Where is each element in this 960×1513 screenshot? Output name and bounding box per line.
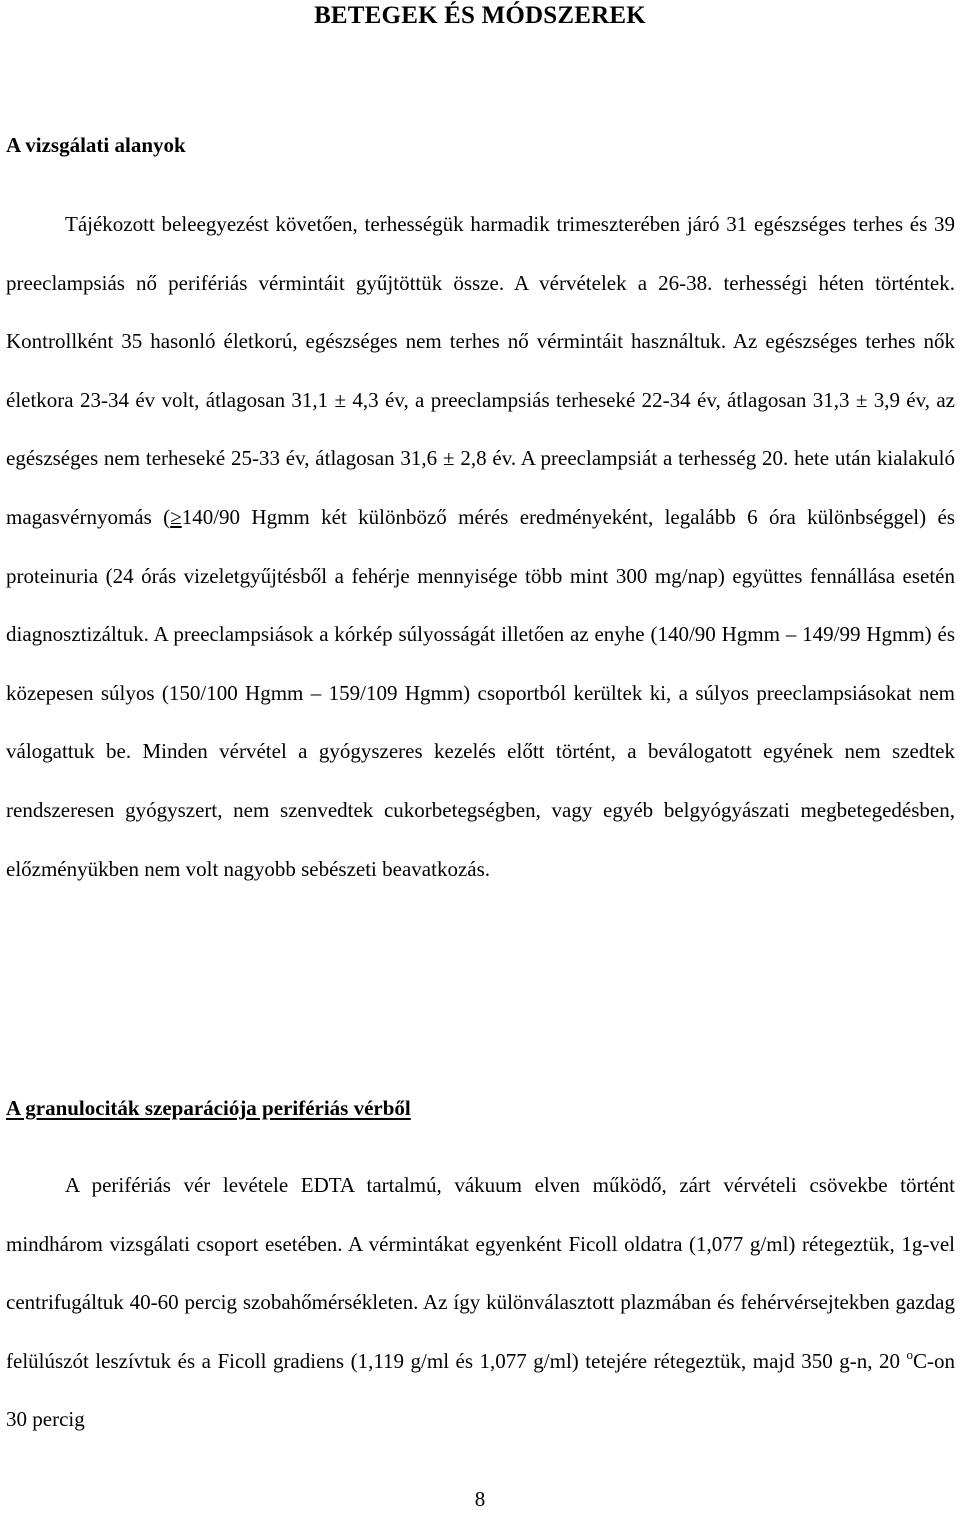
section-paragraph-subjects <box>6 195 955 898</box>
page-number: 8 <box>474 1487 486 1511</box>
paragraph-text: C-on 30 percig <box>6 1348 955 1432</box>
section-heading-subjects: A vizsgálati alanyok <box>6 133 186 157</box>
section-heading-granulocytes: A granulociták szeparációja perifériás vérből <box>6 1096 411 1120</box>
paragraph-text: 140/90 Hgmm két különböző mérés eredményeként, legalább 6 óra különbséggel) és proteinuria (24 órás vizeletgyűjtésből a fehérje mennyisége több mint 300 mg/nap) együttes fennállása esetén diagnosztizáltuk. A preeclampsiások a kórkép súlyosságát illetően az enyhe (140/90 Hgmm – 149/99 Hgmm) és közepesen súlyos (150/100 Hgmm – 159/109 Hgmm) csoportból kerültek ki, a súlyos preeclampsiásokat nem válogattuk be. Minden vérvétel a gyógyszeres kezelés előtt történt, a beválogatott egyének nem szedtek rendszeresen gyógyszert, nem szenvedtek cukorbetegségben, vagy egyéb belgyógyászati megbetegedésben, előzményükben nem volt nagyobb sebészeti beavatkozás. <box>6 504 955 881</box>
paragraph-text: Tájékozott beleegyezést követően, terhességük harmadik trimeszterében járó 31 egészséges terhes és 39 preeclampsiás nő perifériás vérmintáit gyűjtöttük össze. A vérvételek a 26-38. terhességi héten történtek. Kontrollként 35 hasonló életkorú, egészséges nem terhes nő vérmintáit használtuk. Az egészséges terhes nők életkora 23-34 év volt, átlagosan 31,1 ± 4,3 év, a preeclampsiás terheseké 22-34 év, átlagosan 31,3 ± 3,9 év, az egészséges nem terheseké 25-33 év, átlagosan 31,6 ± 2,8 év. A preeclampsiát a terhesség 20. hete után kialakuló magasvérnyomás ( <box>6 212 955 529</box>
page-title: BETEGEK ÉS MÓDSZEREK <box>314 2 646 29</box>
degree-superscript: o <box>906 1346 913 1362</box>
greater-or-equal-symbol: ≥ <box>170 504 182 529</box>
section-paragraph-granulocytes <box>6 1156 955 1446</box>
paragraph-text: A perifériás vér levétele EDTA tartalmú, vákuum elven működő, zárt vérvételi csövekbe történt mindhárom vizsgálati csoport esetében. A vérmintákat egyenként Ficoll oldatra (1,077 g/ml) rétegeztük, 1g-vel centrifugáltuk 40-60 percig szobahőmérsékleten. Az így különválasztott plazmában és fehérvérsejtekben gazdag felülúszót leszívtuk és a Ficoll gradiens (1,119 g/ml és 1,077 g/ml) tetejére rétegeztük, majd 350 g-n, 20 <box>6 1173 955 1373</box>
